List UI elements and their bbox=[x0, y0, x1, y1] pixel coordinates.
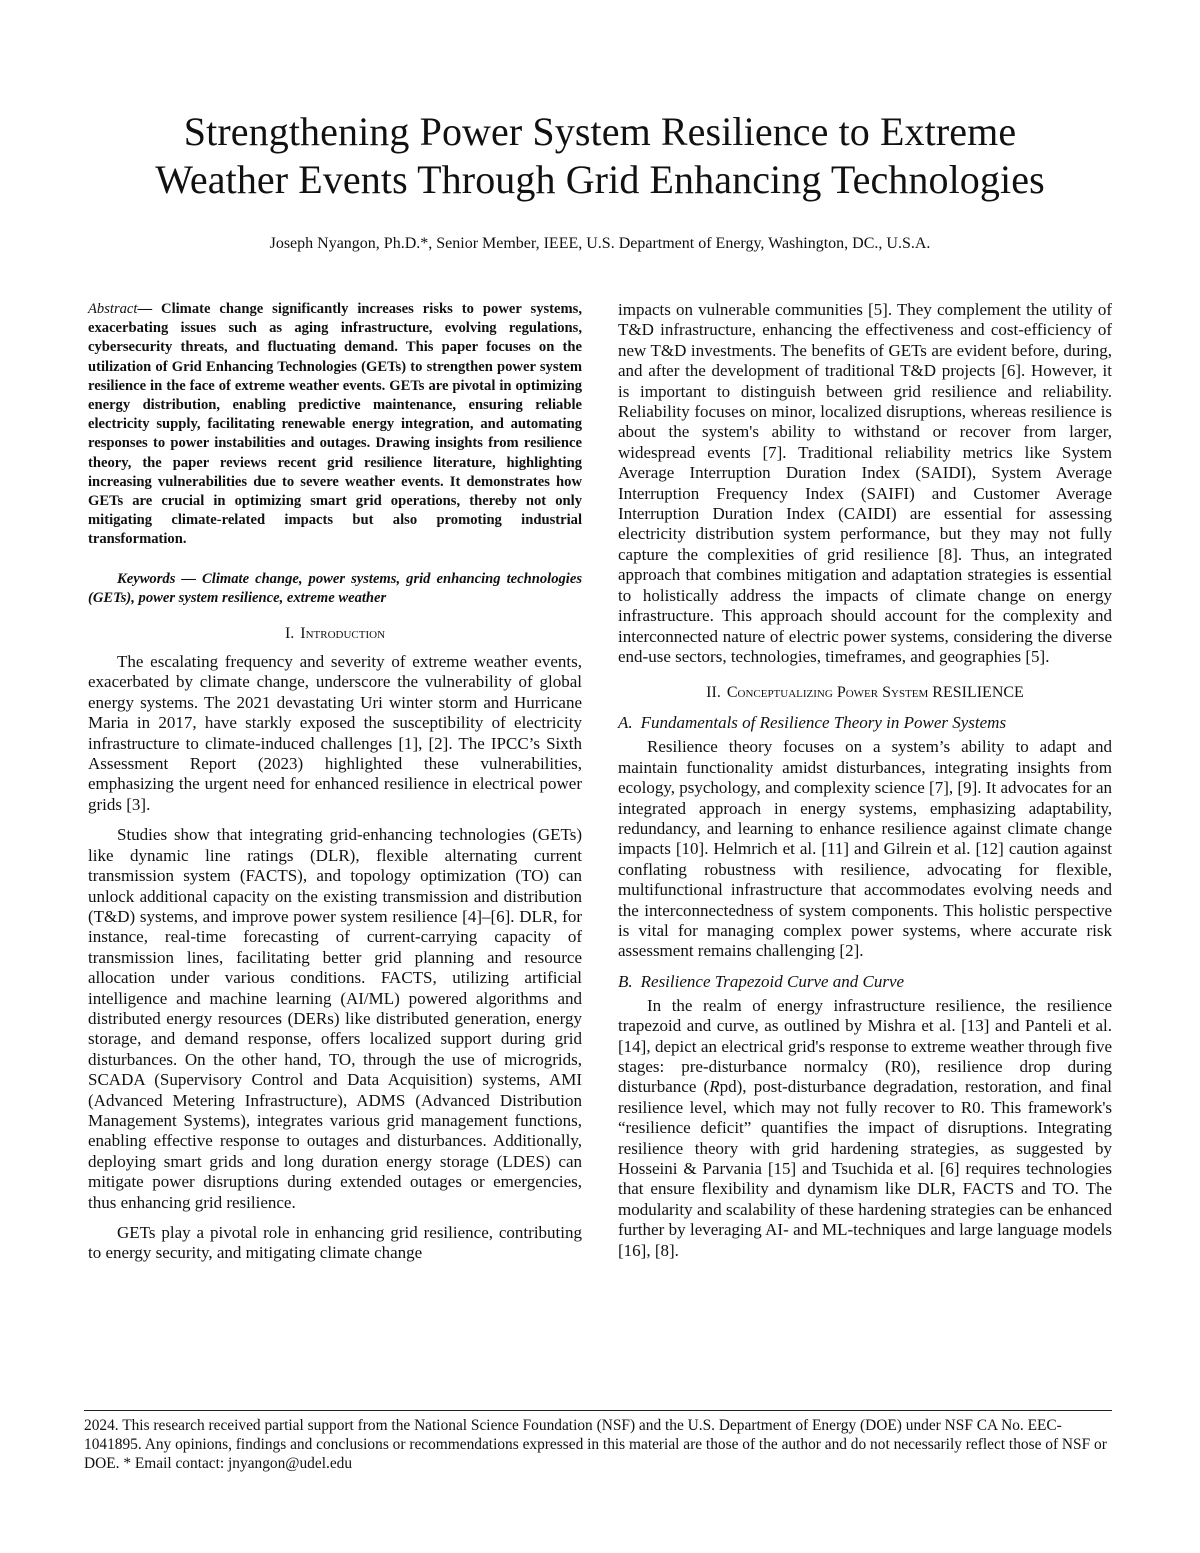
section-2-number: II. bbox=[706, 684, 721, 702]
subsection-b-text-part-1: In the realm of energy infrastructure resilience, the resilience trapezoid and curve, as outlined by Mishra et al. [13] and Panteli et al. [14], depict an electrical grid's response to extreme weather through five stages: pre-disturbance normalcy (R0), resilience drop during disturbance ( bbox=[618, 995, 1112, 1097]
intro-paragraph-2: Studies show that integrating grid-enhancing technologies (GETs) like dynamic line ratings (DLR), flexible alternating current transmission system (FACTS), and topology optimization (TO) can unlock additional capacity on the existing transmission and distribution (T&D) systems, and improve power system resilience [4]–[6]. DLR, for instance, real-time forecasting of current-carrying capacity of transmission lines, facilitating better grid planning and resource allocation under various conditions. FACTS, utilizing artificial intelligence and machine learning (AI/ML) powered algorithms and distributed energy resources (DERs) like distributed generation, energy storage, and demand response, offers localized support during grid disturbances. On the other hand, TO, through the use of microgrids, SCADA (Supervisory Control and Data Acquisition) systems, AMI (Advanced Metering Infrastructure), ADMS (Advanced Distribution Management Systems), integrates various grid management functions, enabling effective response to outages and disturbances. Additionally, deploying smart grids and long duration energy storage (LDES) can mitigate power disruptions during extended outages or emergencies, thus enhancing grid resilience. bbox=[88, 825, 582, 1212]
intro-paragraph-3-continued: impacts on vulnerable communities [5]. They complement the utility of T&D infrastructure, enhancing the effectiveness and cost-efficiency of new T&D investments. The benefits of GETs are evident before, during, and after the development of traditional T&D projects [6]. However, it is important to distinguish between grid resilience and reliability. Reliability focuses on minor, localized disruptions, whereas resilience is about the system's ability to withstand or recover from larger, widespread events [7]. Traditional reliability metrics like System Average Interruption Duration Index (SAIDI), System Average Interruption Frequency Index (SAIFI) and Customer Average Interruption Duration Index (CAIDI) are essential for assessing electricity distribution system performance, but they may not fully capture the complexities of grid resilience [8]. Thus, an integrated approach that combines mitigation and adaptation strategies is essential to holistically address the impacts of climate change on energy infrastructure. This approach should account for the complexity and interconnected nature of electric power systems, considering the diverse end-use sectors, technologies, timeframes, and geographies [5]. bbox=[618, 300, 1112, 666]
author-line: Joseph Nyangon, Ph.D.*, Senior Member, IEEE, U.S. Department of Energy, Washington, DC., U.S.A. bbox=[269, 235, 931, 252]
subsection-b-italic-r: R bbox=[709, 1077, 720, 1097]
subsection-b-letter: B. bbox=[618, 971, 633, 991]
subsection-b-title: Resilience Trapezoid Curve and Curve bbox=[640, 971, 905, 991]
abstract-dash: — bbox=[137, 301, 153, 317]
section-2-title: Conceptualizing Power System RESILIENCE bbox=[726, 684, 1024, 702]
section-1-heading bbox=[88, 624, 582, 644]
subsection-a-letter: A. bbox=[618, 713, 633, 733]
footnote: 2024. This research received partial support from the National Science Foundation (NSF) and the U.S. Department of Energy (DOE) under NSF CA No. EEC-1041895. Any opinions, findings and conclusions or recommendations expressed in this material are those of the author and do not necessarily reflect those of NSF or DOE. * Email contact: jnyangon@udel.edu bbox=[84, 1417, 1107, 1472]
abstract bbox=[88, 300, 582, 550]
left-column bbox=[88, 300, 582, 1264]
footnote-divider bbox=[84, 1410, 1112, 1411]
title-line-2: Weather Events Through Grid Enhancing Technologies bbox=[155, 157, 1045, 202]
abstract-lead: Abstract bbox=[88, 301, 138, 317]
abstract-text: Climate change significantly increases risks to power systems, exacerbating issues such as aging infrastructure, evolving regulations, cybersecurity threats, and fluctuating demand. This paper focuses on the utilization of Grid Enhancing Technologies (GETs) to strengthen power system resilience in the face of extreme weather events. GETs are pivotal in optimizing energy distribution, enabling predictive maintenance, ensuring reliable electricity supply, facilitating renewable energy integration, and automating responses to power instabilities and outages. Drawing insights from resilience theory, the paper reviews recent grid resilience literature, highlighting increasing vulnerabilities due to severe weather events. It demonstrates how GETs are crucial in optimizing smart grid operations, thereby not only mitigating climate-related impacts but also promoting industrial transformation. bbox=[88, 301, 582, 548]
intro-paragraph-3: GETs play a pivotal role in enhancing grid resilience, contributing to energy security, and mitigating climate change bbox=[88, 1223, 582, 1263]
intro-paragraph-1: The escalating frequency and severity of extreme weather events, exacerbated by climate change, underscore the vulnerability of global energy systems. The 2021 devastating Uri winter storm and Hurricane Maria in 2017, have starkly exposed the susceptibility of electricity infrastructure to climate-induced challenges [1], [2]. The IPCC’s Sixth Assessment Report (2023) highlighted these vulnerabilities, emphasizing the urgent need for enhanced resilience in electrical power grids [3]. bbox=[88, 652, 582, 814]
right-column bbox=[618, 300, 1112, 1261]
subsection-b-text-part-2: pd), post-disturbance degradation, restoration, and final resilience level, which may not fully recover to R0. This framework's “resilience deficit” quantifies the impact of disruptions. Integrating resilience theory with grid hardening strategies, as suggested by Hosseini & Parvania [15] and Tsuchida et al. [6] requires technologies that ensure flexibility and dynamism like DLR, FACTS and TO. The modularity and scalability of these hardening strategies can be enhanced further by leveraging AI- and ML-techniques and large language models [16], [8]. bbox=[618, 1077, 1112, 1260]
section-1-number: I. bbox=[284, 625, 295, 643]
keywords: Keywords — Climate change, power systems, grid enhancing technologies (GETs), power system resilience, extreme weather bbox=[88, 570, 582, 606]
section-2-heading bbox=[618, 683, 1112, 703]
subsection-a-heading bbox=[618, 713, 1112, 733]
subsection-b-heading bbox=[618, 972, 1112, 992]
subsection-a-title: Fundamentals of Resilience Theory in Power Systems bbox=[640, 713, 1007, 733]
subsection-a-text: Resilience theory focuses on a system’s ability to adapt and maintain functionality amidst disturbances, integrating insights from ecology, psychology, and complexity science [7], [9]. It advocates for an integrated approach in energy systems, emphasizing adaptability, redundancy, and learning to enhance resilience against climate change impacts [10]. Helmrich et al. [11] and Gilrein et al. [12] caution against conflating robustness with resilience, advocating for flexible, multifunctional infrastructure that accommodates evolving needs and the interconnectedness of system components. This holistic perspective is vital for managing complex power systems, where accurate risk assessment remains challenging [2]. bbox=[618, 737, 1112, 961]
section-1-title: Introduction bbox=[300, 625, 386, 643]
title-line-1: Strengthening Power System Resilience to Extreme bbox=[183, 109, 1017, 154]
paper-title bbox=[0, 108, 1200, 204]
subsection-b-text bbox=[618, 996, 1112, 1261]
